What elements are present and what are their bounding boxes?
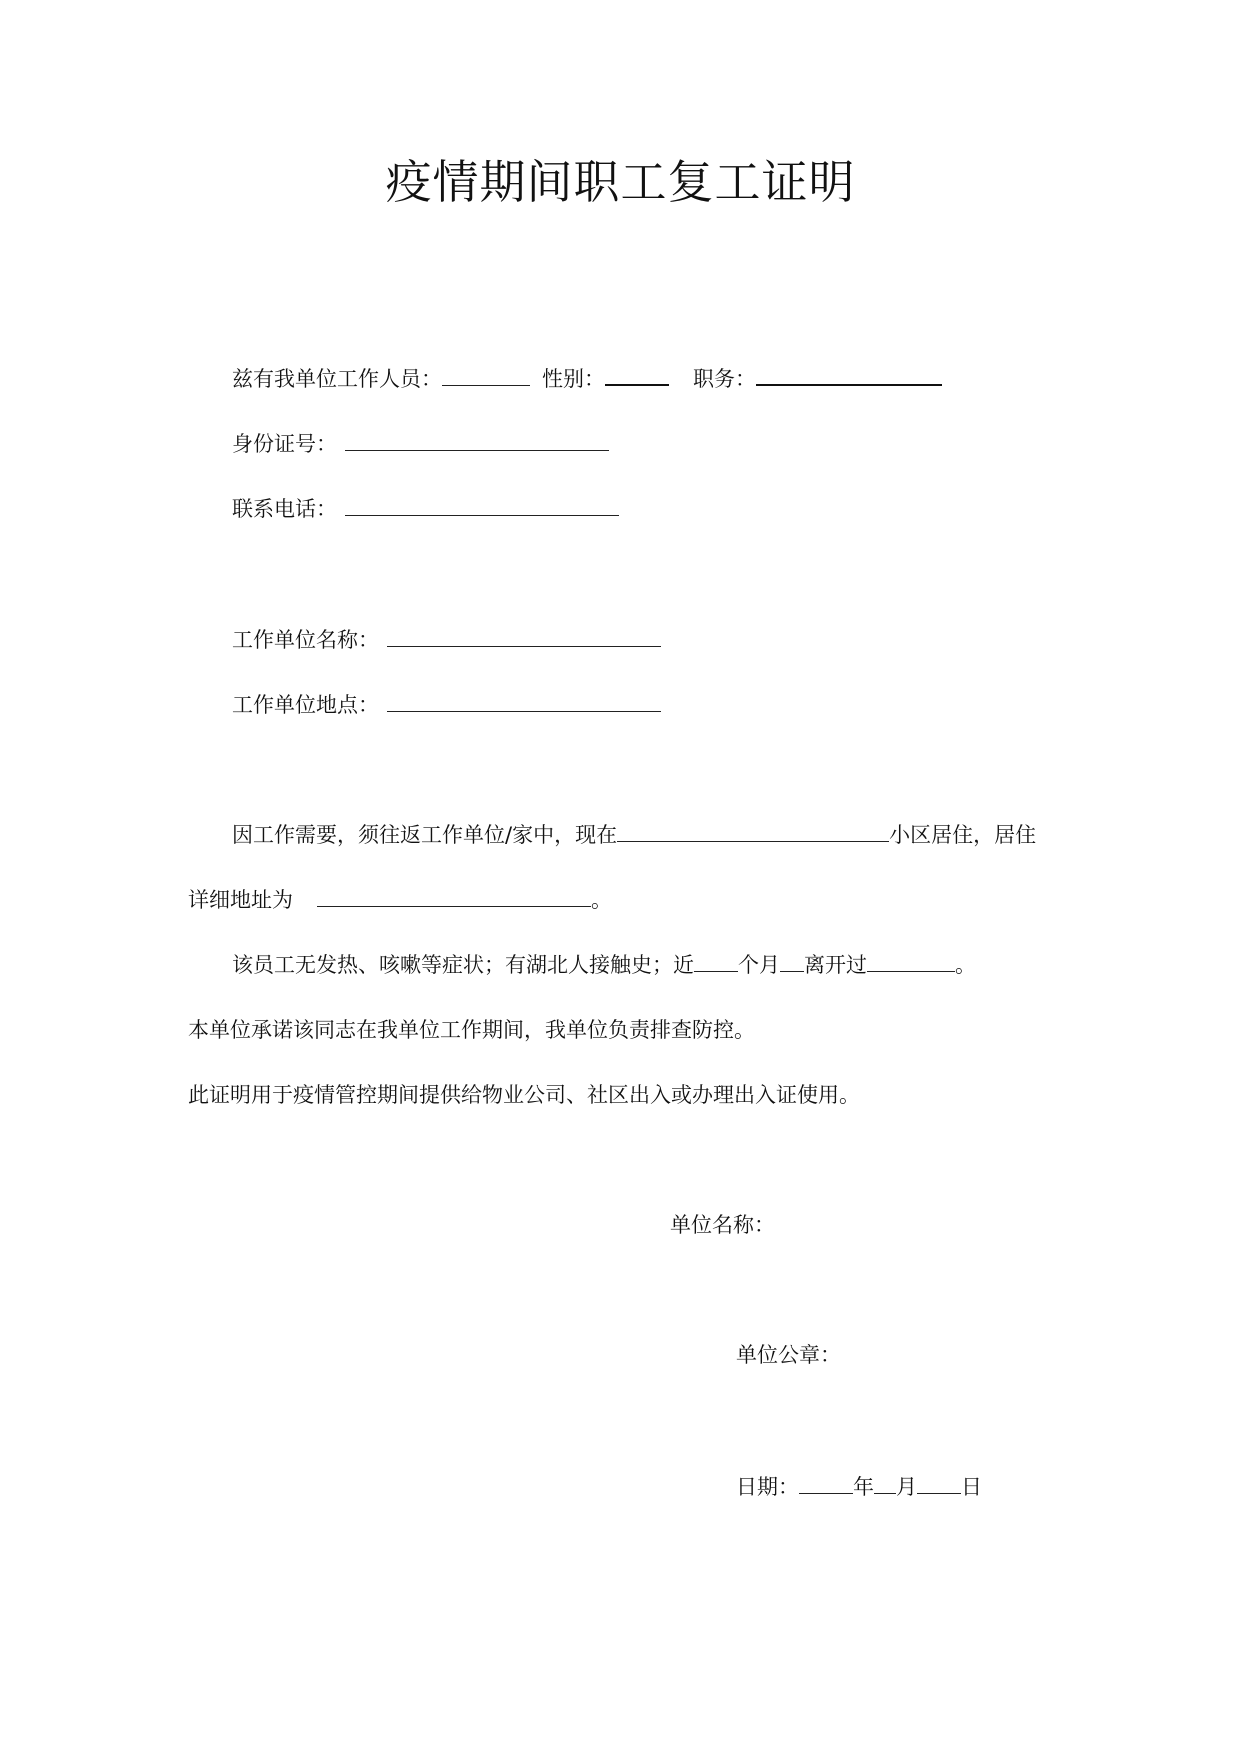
company-location-label: 工作单位地点： [232,693,379,717]
employee-label: 兹有我单位工作人员： [232,367,442,391]
position-label: 职务： [693,367,756,391]
unit-name-row [670,1210,775,1240]
unit-name-label: 单位名称： [670,1213,775,1237]
date-label: 日期： [736,1475,799,1499]
address-text-end: 。 [591,888,612,912]
address-blank[interactable] [317,884,591,907]
paragraph-health [232,949,976,980]
phone-label: 联系电话： [232,497,337,521]
months-blank[interactable] [694,949,738,972]
community-blank[interactable] [617,819,889,842]
gender-blank[interactable] [605,362,669,386]
phone-row [232,493,619,524]
phone-blank[interactable] [345,493,619,516]
health-text-d: 。 [955,953,976,977]
health-text-b: 个月 [738,953,780,977]
document-title: 疫情期间职工复工证明 [385,155,856,209]
date-row [736,1471,982,1502]
id-number-blank[interactable] [345,428,609,451]
paragraph-residence [232,819,1036,850]
employee-row [232,362,942,394]
day-label: 日 [961,1475,982,1499]
company-location-row [232,689,661,720]
id-row [232,428,609,459]
residence-text-end: 小区居住，居住 [889,823,1037,847]
company-name-blank[interactable] [387,624,661,647]
unit-seal-label: 单位公章： [736,1343,841,1367]
year-label: 年 [853,1475,874,1499]
commitment-text: 本单位承诺该同志在我单位工作期间，我单位负责排查防控。 [188,1018,755,1042]
paragraph-usage [188,1080,860,1110]
address-text-start: 详细地址为 [188,888,293,912]
position-blank[interactable] [756,362,942,386]
left-blank[interactable] [780,949,804,972]
year-blank[interactable] [799,1471,853,1494]
place-blank[interactable] [867,949,955,972]
paragraph-address [188,884,612,915]
month-label: 月 [896,1475,917,1499]
id-label: 身份证号： [232,432,337,456]
residence-text-start: 因工作需要，须往返工作单位/家中，现在 [232,823,618,847]
company-name-label: 工作单位名称： [232,628,379,652]
paragraph-commitment [188,1015,755,1045]
company-name-row [232,624,661,655]
health-text-c: 离开过 [804,953,867,977]
unit-seal-row [736,1340,841,1370]
usage-text: 此证明用于疫情管控期间提供给物业公司、社区出入或办理出入证使用。 [188,1083,860,1107]
day-blank[interactable] [917,1471,961,1494]
gender-label: 性别： [542,367,605,391]
month-blank[interactable] [874,1471,896,1494]
health-text-a: 该员工无发热、咳嗽等症状；有湖北人接触史；近 [232,953,694,977]
company-location-blank[interactable] [387,689,661,712]
employee-name-blank[interactable] [442,363,530,386]
